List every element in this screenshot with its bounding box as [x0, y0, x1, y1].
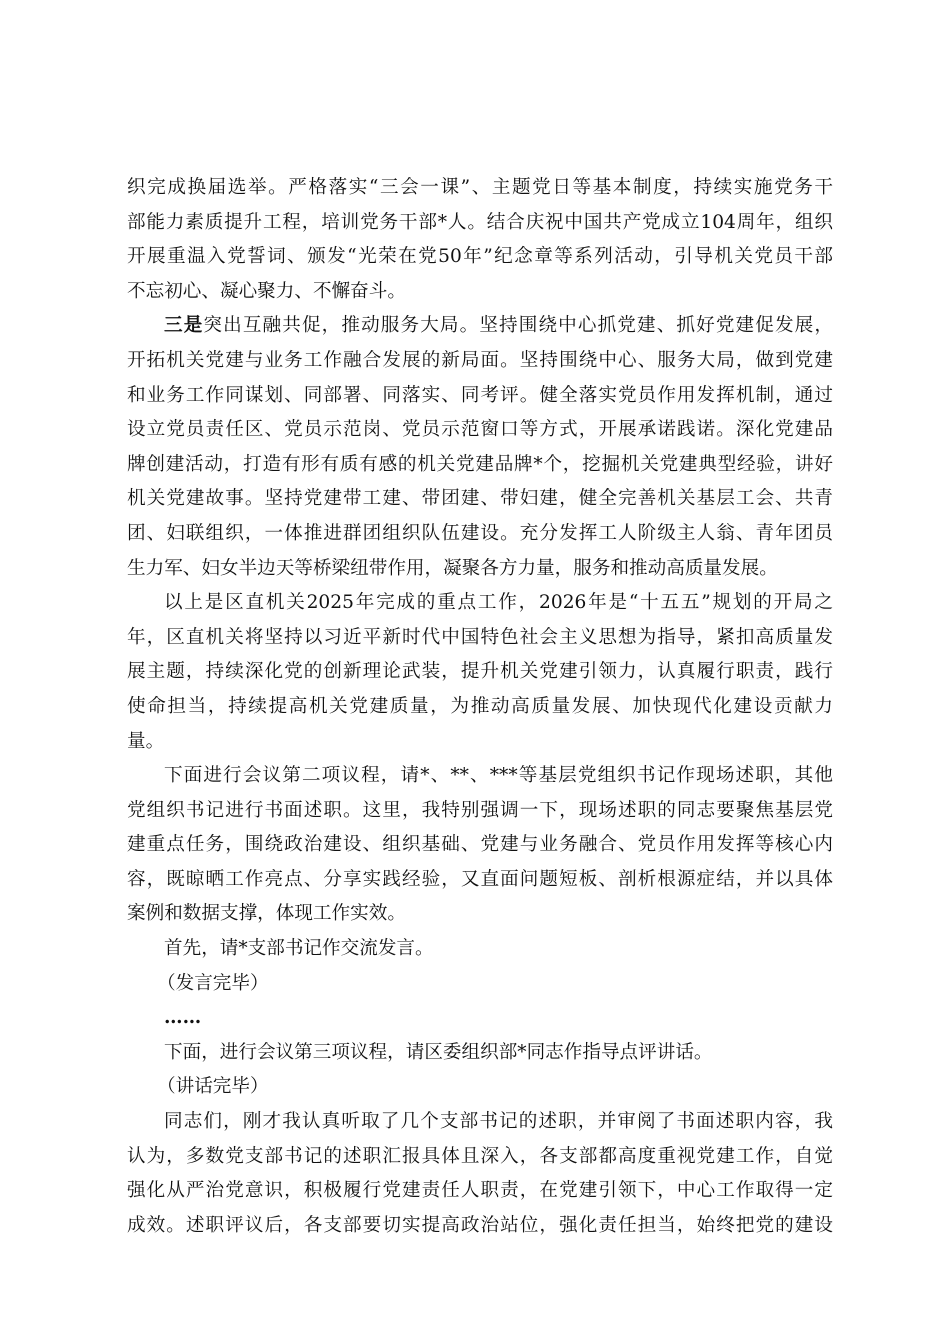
- text-line: 党组织书记进行书面述职。这里，我特别强调一下，现场述职的同志要聚焦基层党: [127, 799, 833, 821]
- text-line: 下面进行会议第二项议程，请*、**、***等基层党组织书记作现场述职，其他: [164, 765, 833, 787]
- paragraph-lead: 三是: [164, 315, 204, 337]
- paragraph-2: [127, 309, 833, 586]
- paragraph-1: [127, 171, 833, 309]
- text-line: 同志们，刚才我认真听取了几个支部书记的述职，并审阅了书面述职内容，我: [164, 1111, 833, 1133]
- text-line: 认为，多数党支部书记的述职汇报具体且深入，各支部都高度重视党建工作，自觉: [127, 1145, 833, 1167]
- text-line: 以上是区直机关2025年完成的重点工作，2026年是“十五五”规划的开局之: [164, 592, 833, 614]
- paragraph-text: 突出互融共促，推动服务大局。坚持围绕中心抓党建、抓好党建促发展，: [203, 315, 833, 337]
- paragraph-4: [127, 759, 833, 932]
- text-line: 首先，请*支部书记作交流发言。: [164, 938, 434, 960]
- text-line: 机关党建故事。坚持党建带工建、带团建、带妇建，健全完善机关基层工会、共青: [127, 488, 833, 510]
- text-line: （发言完毕）: [157, 972, 269, 994]
- text-line: 开展重温入党誓词、颁发“光荣在党50年”纪念章等系列活动，引导机关党员干部: [127, 246, 833, 268]
- ellipsis-line: ……: [164, 1007, 202, 1029]
- text-line: 年，区直机关将坚持以习近平新时代中国特色社会主义思想为指导，紧扣高质量发: [127, 626, 833, 648]
- text-line: 展主题，持续深化党的创新理论武装，提升机关党建引领力，认真履行职责，践行: [127, 661, 833, 683]
- text-line: （讲话完毕）: [157, 1076, 269, 1098]
- text-line: 织完成换届选举。严格落实“三会一课”、主题党日等基本制度，持续实施党务干: [127, 177, 833, 198]
- text-line: 强化从严治党意识，积极履行党建责任人职责，在党建引领下，中心工作取得一定: [127, 1180, 833, 1202]
- document-page: [127, 171, 833, 1243]
- paragraph-3: [127, 586, 833, 759]
- text-line: 生力军、妇女半边天等桥梁纽带作用，凝聚各方力量，服务和推动高质量发展。: [127, 557, 778, 579]
- text-line: 下面，进行会议第三项议程，请区委组织部*同志作指导点评讲话。: [164, 1041, 713, 1063]
- text-line: 牌创建活动，打造有形有质有感的机关党建品牌*个，挖掘机关党建典型经验，讲好: [127, 453, 833, 475]
- text-line: 设立党员责任区、党员示范岗、党员示范窗口等方式，开展承诺践诺。深化党建品: [127, 419, 833, 441]
- text-line: [127, 309, 833, 344]
- text-line: 和业务工作同谋划、同部署、同落实、同考评。健全落实党员作用发挥机制，通过: [127, 384, 833, 406]
- text-line: 部能力素质提升工程，培训党务干部*人。结合庆祝中国共产党成立104周年，组织: [127, 211, 833, 233]
- text-line: 使命担当，持续提高机关党建质量，为推动高质量发展、加快现代化建设贡献力: [127, 695, 833, 717]
- text-line: 成效。述职评议后，各支部要切实提高政治站位，强化责任担当，始终把党的建设: [127, 1214, 833, 1236]
- text-line: 不忘初心、凝心聚力、不懈奋斗。: [127, 280, 406, 302]
- text-line: 量。: [127, 730, 165, 752]
- text-line: 建重点任务，围绕政治建设、组织基础、党建与业务融合、党员作用发挥等核心内: [127, 834, 833, 856]
- text-line: 容，既晾晒工作亮点、分享实践经验，又直面问题短板、剖析根源症结，并以具体: [127, 868, 833, 890]
- paragraph-final: [127, 1105, 833, 1243]
- text-line: 案例和数据支撑，体现工作实效。: [127, 903, 406, 925]
- text-line: 团、妇联组织，一体推进群团组织队伍建设。充分发挥工人阶级主人翁、青年团员: [127, 522, 833, 544]
- text-line: 开拓机关党建与业务工作融合发展的新局面。坚持围绕中心、服务大局，做到党建: [127, 349, 833, 371]
